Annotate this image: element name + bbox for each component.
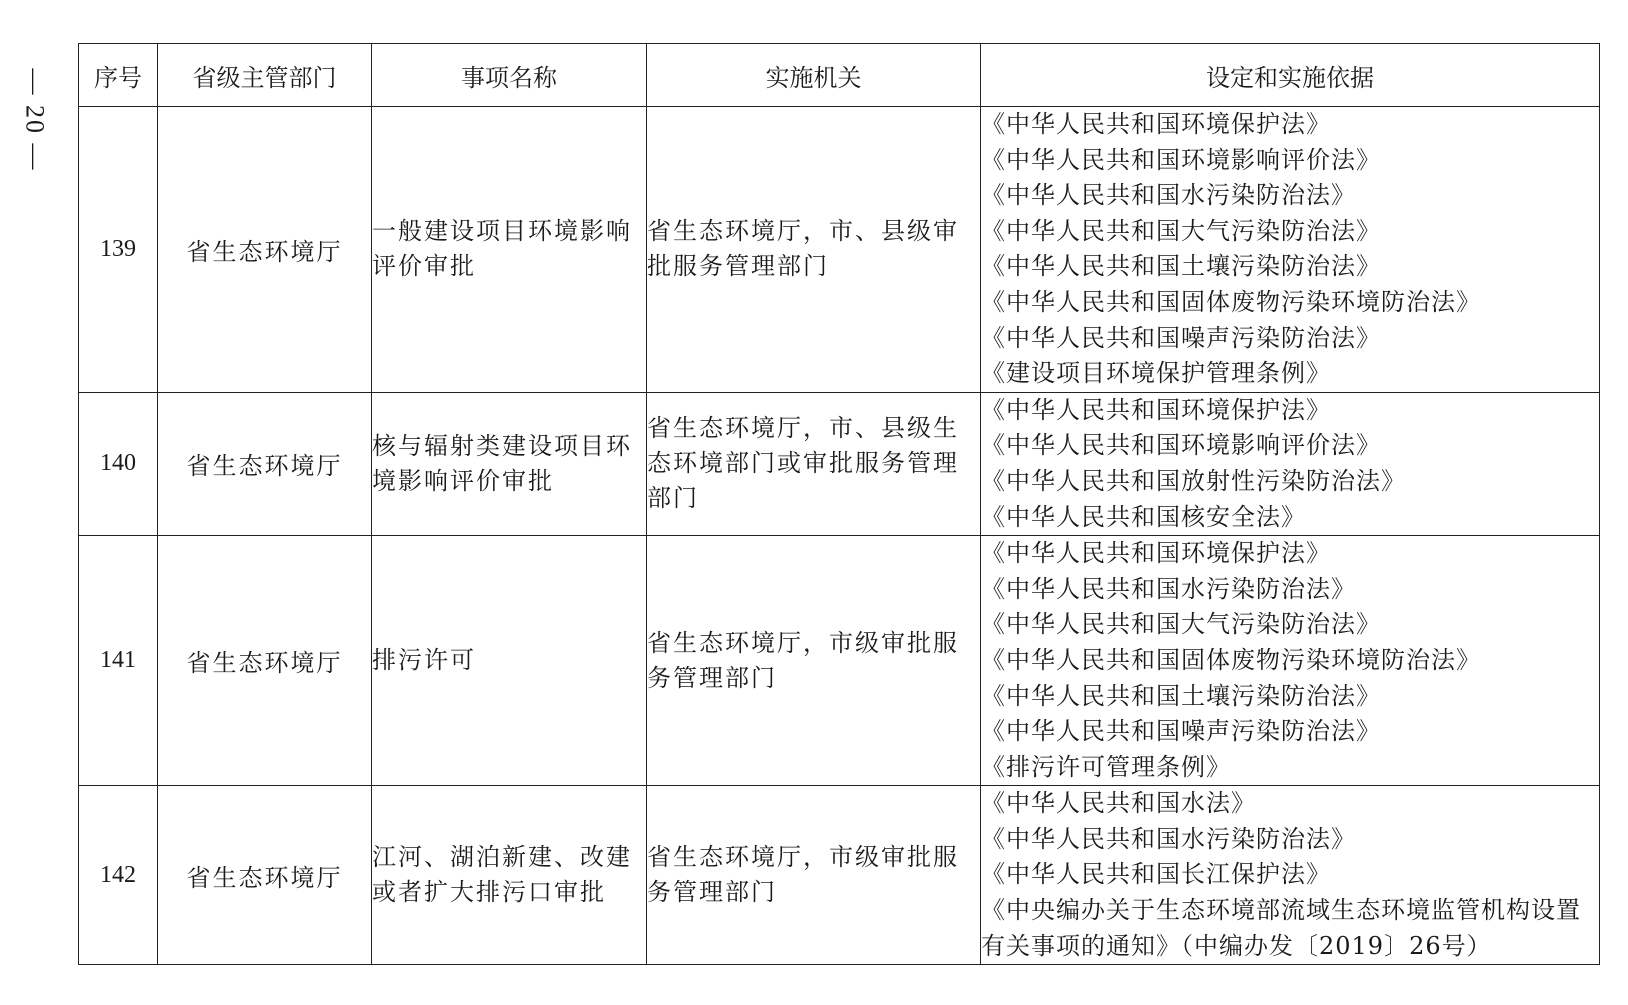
row-number: 139 bbox=[79, 107, 158, 393]
basis-item: 《中华人民共和国核安全法》 bbox=[981, 502, 1306, 531]
basis-item: 《中华人民共和国噪声污染防治法》 bbox=[981, 717, 1381, 746]
basis-item: 《中华人民共和国土壤污染防治法》 bbox=[981, 252, 1381, 281]
row-legal-basis bbox=[981, 536, 1600, 786]
basis-item: 《中华人民共和国放射性污染防治法》 bbox=[981, 466, 1406, 495]
header-number: 序号 bbox=[79, 44, 158, 107]
row-item-name: 一般建设项目环境影响评价审批 bbox=[372, 107, 647, 393]
row-legal-basis bbox=[981, 786, 1600, 965]
row-item-name: 核与辐射类建设项目环境影响评价审批 bbox=[372, 392, 647, 535]
basis-item: 《中华人民共和国土壤污染防治法》 bbox=[981, 681, 1381, 710]
table-row bbox=[79, 392, 1600, 535]
row-legal-basis bbox=[981, 392, 1600, 535]
page-number bbox=[14, 50, 54, 190]
row-department: 省生态环境厅 bbox=[158, 786, 372, 965]
header-legal-basis: 设定和实施依据 bbox=[981, 44, 1600, 107]
basis-item: 《中华人民共和国固体废物污染环境防治法》 bbox=[981, 287, 1481, 316]
basis-item: 《中华人民共和国大气污染防治法》 bbox=[981, 610, 1381, 639]
table-header-row bbox=[79, 44, 1600, 107]
row-number: 142 bbox=[79, 786, 158, 965]
row-department: 省生态环境厅 bbox=[158, 536, 372, 786]
row-item-name: 排污许可 bbox=[372, 536, 647, 786]
table-row bbox=[79, 786, 1600, 965]
basis-item: 《中华人民共和国环境保护法》 bbox=[981, 539, 1331, 568]
basis-item: 《排污许可管理条例》 bbox=[981, 752, 1231, 781]
row-implementing-authority: 省生态环境厅，市、县级生态环境部门或审批服务管理部门 bbox=[647, 392, 981, 535]
basis-item: 《中华人民共和国环境影响评价法》 bbox=[981, 431, 1381, 460]
header-department: 省级主管部门 bbox=[158, 44, 372, 107]
basis-item: 《中华人民共和国水污染防治法》 bbox=[981, 824, 1356, 853]
row-item-name: 江河、湖泊新建、改建或者扩大排污口审批 bbox=[372, 786, 647, 965]
header-implementing-authority: 实施机关 bbox=[647, 44, 981, 107]
row-department: 省生态环境厅 bbox=[158, 392, 372, 535]
row-number: 141 bbox=[79, 536, 158, 786]
table-row bbox=[79, 536, 1600, 786]
row-department: 省生态环境厅 bbox=[158, 107, 372, 393]
table-row bbox=[79, 107, 1600, 393]
basis-item: 《建设项目环境保护管理条例》 bbox=[981, 359, 1331, 388]
row-implementing-authority: 省生态环境厅，市级审批服务管理部门 bbox=[647, 536, 981, 786]
header-item-name: 事项名称 bbox=[372, 44, 647, 107]
basis-item: 《中华人民共和国长江保护法》 bbox=[981, 860, 1331, 889]
basis-item: 《中华人民共和国水污染防治法》 bbox=[981, 181, 1356, 210]
row-implementing-authority: 省生态环境厅，市、县级审批服务管理部门 bbox=[647, 107, 981, 393]
basis-item: 《中华人民共和国环境影响评价法》 bbox=[981, 145, 1381, 174]
basis-item: 《中央编办关于生态环境部流域生态环境监管机构设置有关事项的通知》（中编办发〔2019〕26号） bbox=[981, 896, 1581, 960]
basis-item: 《中华人民共和国噪声污染防治法》 bbox=[981, 323, 1381, 352]
basis-item: 《中华人民共和国环境保护法》 bbox=[981, 395, 1331, 424]
basis-item: 《中华人民共和国水污染防治法》 bbox=[981, 574, 1356, 603]
approval-items-table bbox=[78, 43, 1600, 965]
basis-item: 《中华人民共和国环境保护法》 bbox=[981, 110, 1331, 138]
basis-item: 《中华人民共和国水法》 bbox=[981, 789, 1256, 818]
row-legal-basis bbox=[981, 107, 1600, 393]
basis-item: 《中华人民共和国固体废物污染环境防治法》 bbox=[981, 645, 1481, 674]
row-implementing-authority: 省生态环境厅，市级审批服务管理部门 bbox=[647, 786, 981, 965]
basis-item: 《中华人民共和国大气污染防治法》 bbox=[981, 216, 1381, 245]
row-number: 140 bbox=[79, 392, 158, 535]
page-number-text: — 20 — bbox=[20, 68, 49, 172]
